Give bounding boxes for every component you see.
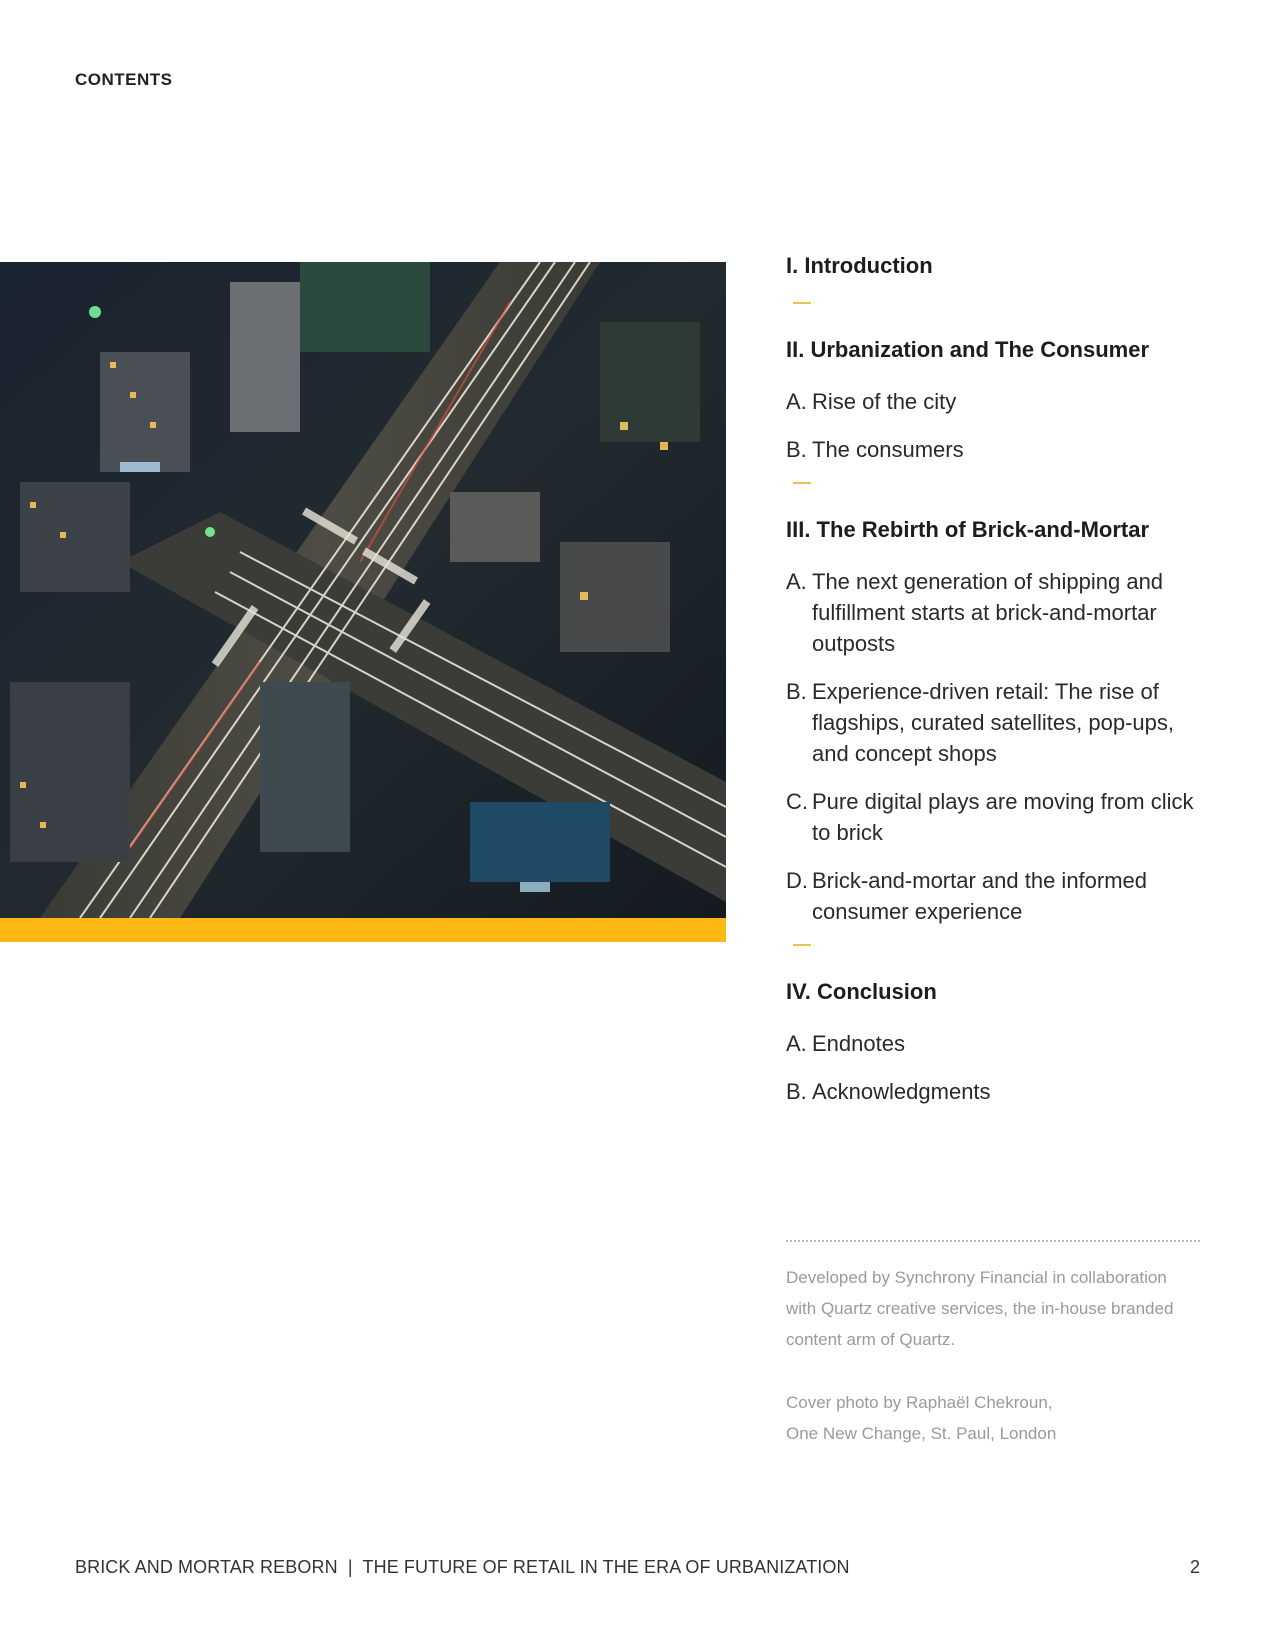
toc-item[interactable] [786,566,1206,659]
toc-item-text: The next generation of shipping and fulfillment starts at brick-and-mortar outposts [812,569,1164,656]
toc-item-letter: A. [786,389,807,414]
toc-item-text: Brick-and-mortar and the informed consumer experience [812,868,1148,924]
toc-heading-introduction[interactable]: I. Introduction [786,253,933,278]
cover-photo-credit [786,1387,1200,1449]
toc-item[interactable] [786,676,1206,769]
toc-item[interactable] [786,786,1206,848]
toc-item[interactable] [786,865,1206,927]
city-intersection-photo [0,262,726,942]
toc-heading-conclusion[interactable]: IV. Conclusion [786,979,937,1004]
section-divider [793,944,811,946]
toc-item[interactable] [786,434,1206,465]
toc-item-letter: A. [786,569,807,594]
toc-item[interactable] [786,386,1206,417]
toc-item-text: Pure digital plays are moving from click to brick [812,789,1194,845]
contents-label: CONTENTS [75,70,173,89]
toc-heading-rebirth[interactable]: III. The Rebirth of Brick-and-Mortar [786,517,1150,542]
toc-item-letter: D. [786,868,808,893]
toc-heading-urbanization[interactable]: II. Urbanization and The Consumer [786,337,1150,362]
toc-item-text: Endnotes [812,1031,905,1056]
toc-item-text: Acknowledgments [812,1079,991,1104]
cover-photo-credit-line1: Cover photo by Raphaël Chekroun, [786,1393,1053,1412]
section-divider [793,482,811,484]
credits-block [786,1240,1200,1481]
toc-item-text: The consumers [812,437,964,462]
toc-item-letter: B. [786,679,807,704]
toc-item-text: Rise of the city [812,389,957,414]
section-divider [793,302,811,304]
toc-item-letter: B. [786,1079,807,1104]
page-number: 2 [1189,1557,1200,1577]
table-of-contents [786,252,1206,1124]
toc-item-text: Experience-driven retail: The rise of flagships, curated satellites, pop-ups, and concept shops [812,679,1174,766]
developed-by-note: Developed by Synchrony Financial in collaboration with Quartz creative services, the in-house branded content arm of Quartz. [786,1268,1174,1349]
toc-item[interactable] [786,1076,1206,1107]
cover-photo-credit-line2: One New Change, St. Paul, London [786,1424,1057,1443]
toc-item-letter: C. [786,789,808,814]
footer-title: BRICK AND MORTAR REBORN | THE FUTURE OF RETAIL IN THE ERA OF URBANIZATION [75,1557,850,1577]
toc-item-letter: B. [786,437,807,462]
toc-item[interactable] [786,1028,1206,1059]
toc-item-letter: A. [786,1031,807,1056]
